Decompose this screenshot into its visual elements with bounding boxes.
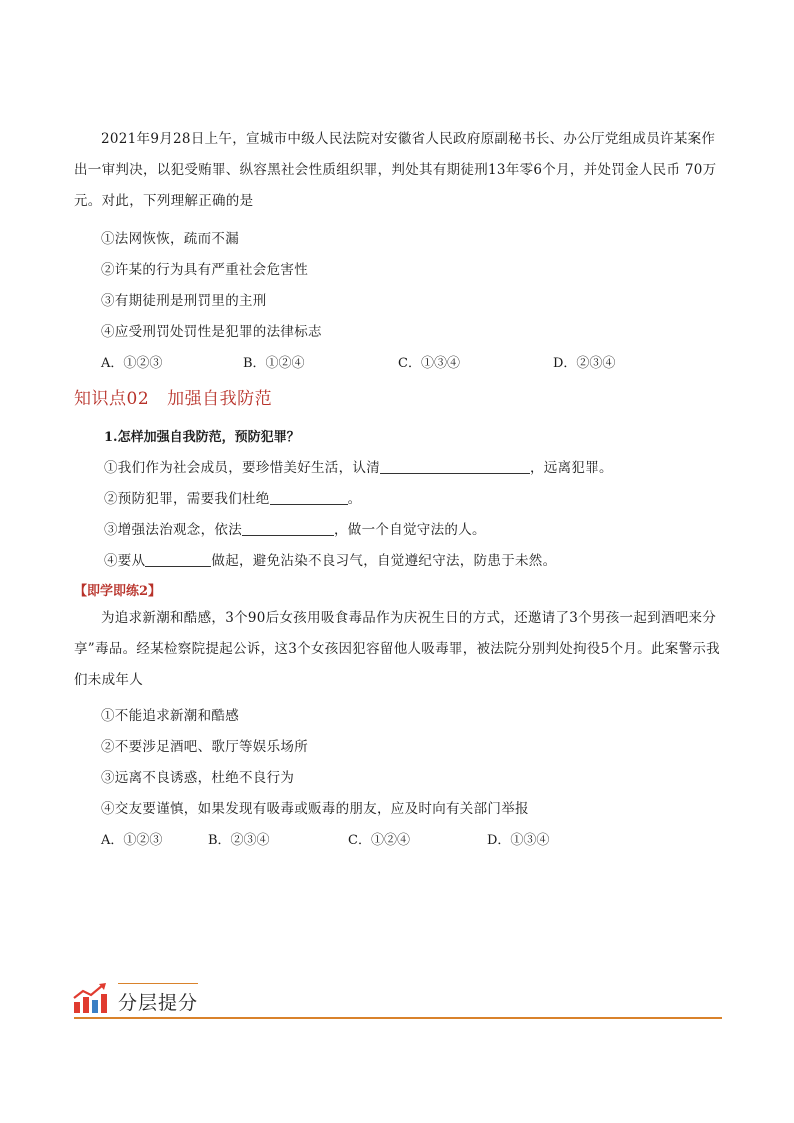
q1-option-d: D．②③④	[553, 356, 616, 371]
section-name: 加强自我防范	[167, 389, 273, 409]
practice-item-2: ②不要涉足酒吧、歌厅等娱乐场所	[101, 739, 308, 755]
practice-item-1: ①不能追求新潮和酷感	[101, 708, 239, 724]
practice-item-4: ④交友要谨慎，如果发现有吸毒或贩毒的朋友，应及时向有关部门举报	[101, 801, 529, 817]
bar-chart-growth-icon	[72, 982, 108, 1014]
knowledge-line-4	[104, 549, 556, 569]
q1-option-c: C．①③④	[398, 356, 460, 371]
line-1-tail: ，远离犯罪。	[530, 460, 613, 476]
line-3-tail: ，做一个自觉守法的人。	[334, 522, 486, 538]
practice-stem: 为追求新潮和酷感，3个90后女孩用吸食毒品作为庆祝生日的方式，还邀请了3个男孩一起到酒吧来分享”毒品。经某检察院提起公诉，这3个女孩因犯容留他人吸毒罪，被法院分别判处拘役5个月。此案警示我们未成年人	[74, 610, 720, 688]
knowledge-line-1	[104, 456, 613, 476]
question-1-stem: 2021年9月28日上午，宣城市中级人民法院对安徽省人民政府原副秘书长、办公厅党组成员许某案作出一审判决，以犯受贿罪、纵容黑社会性质组织罪，判处其有期徒刑13年零6个月，并处罚金人民币 70万元。对此，下列理解正确的是	[74, 131, 717, 209]
footer-title: 分层提分	[118, 992, 199, 1014]
line-2-tail: 。	[347, 491, 362, 507]
footer-accent-line	[118, 983, 198, 984]
line-4-tail: 做起，避免沾染不良习气，自觉遵纪守法，防患于未然。	[211, 553, 557, 569]
q1-item-2: ②许某的行为具有严重社会危害性	[101, 262, 308, 278]
footer-divider	[74, 1017, 722, 1019]
practice-option-c: C．①②④	[348, 833, 410, 848]
practice-option-d: D．①③④	[487, 833, 550, 848]
q1-option-b: B．①②④	[243, 356, 305, 371]
q1-item-4: ④应受刑罚处罚性是犯罪的法律标志	[101, 324, 322, 340]
knowledge-line-2	[104, 487, 361, 507]
answer-blank[interactable]	[380, 459, 530, 474]
line-4-text: ④要从	[104, 553, 146, 569]
practice-item-3: ③远离不良诱惑，杜绝不良行为	[101, 770, 295, 786]
section-number: 知识点02	[74, 389, 150, 409]
line-3-text: ③增强法治观念，依法	[104, 522, 242, 538]
answer-blank[interactable]	[145, 552, 211, 567]
q1-item-3: ③有期徒刑是刑罚里的主刑	[101, 293, 267, 309]
answer-blank[interactable]	[270, 490, 348, 505]
knowledge-heading: 1.怎样加强自我防范，预防犯罪？	[104, 430, 300, 445]
answer-blank[interactable]	[242, 521, 334, 536]
q1-option-a: A．①②③	[101, 356, 163, 371]
line-1-text: ①我们作为社会成员，要珍惜美好生活，认清	[104, 460, 380, 476]
practice-option-a: A．①②③	[101, 833, 163, 848]
line-2-text: ②预防犯罪，需要我们杜绝	[104, 491, 270, 507]
q1-item-1: ①法网恢恢，疏而不漏	[101, 231, 239, 247]
practice-label: 【即学即练2】	[74, 584, 162, 599]
knowledge-line-3	[104, 518, 486, 538]
practice-option-b: B．②③④	[208, 833, 270, 848]
section-title	[74, 384, 272, 409]
